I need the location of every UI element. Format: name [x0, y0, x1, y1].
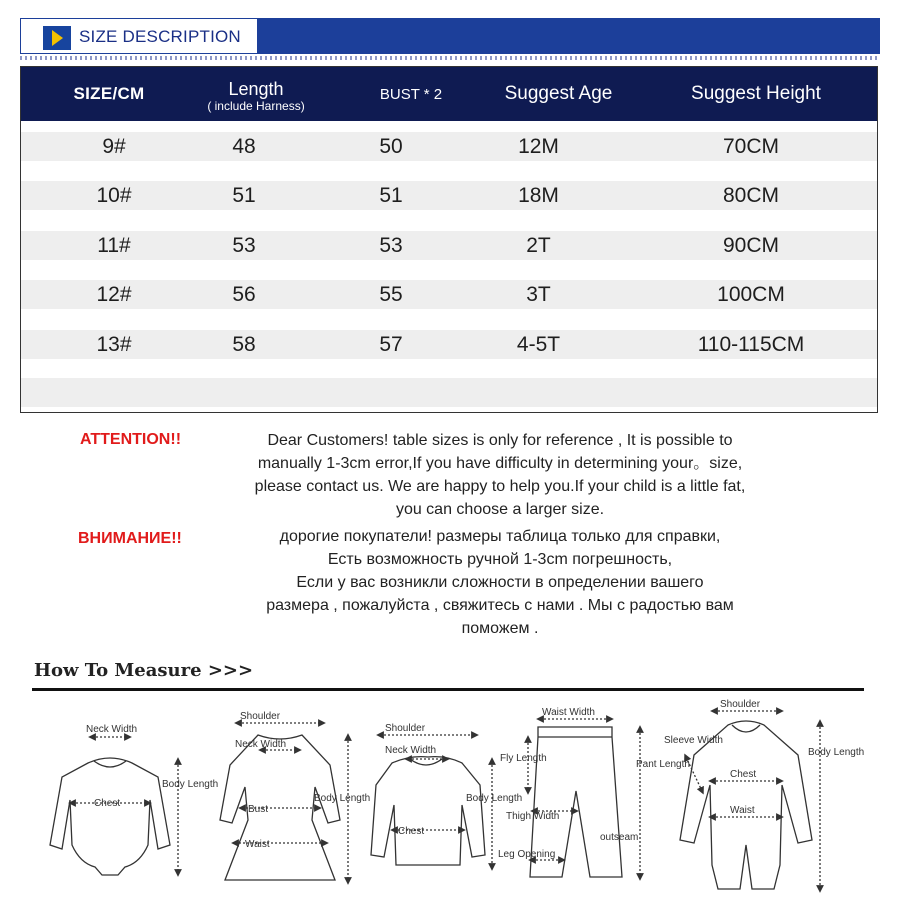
table-row-empty: [21, 378, 877, 407]
label-pant-length: Pant Length: [636, 759, 690, 770]
label-shoulder: Shoulder: [240, 711, 281, 722]
table-row: [21, 181, 877, 210]
section-header: [20, 18, 880, 56]
label-neck-width: Neck Width: [385, 745, 437, 756]
label-sleeve-width: Sleeve Width: [664, 735, 723, 746]
cell-height: 70CM: [722, 135, 780, 158]
label-waist: Waist: [730, 805, 755, 816]
how-to-measure-divider: [32, 688, 864, 691]
cell-height: 90CM: [722, 234, 780, 257]
attention-line-ru: дорогие покупатели! размеры таблица только для справки,: [279, 528, 721, 545]
table-header: [21, 67, 877, 121]
cell-age: 18M: [518, 184, 559, 207]
col-height: Suggest Height: [691, 83, 821, 104]
attention-label: ATTENTION!!: [80, 431, 182, 448]
label-shoulder: Shoulder: [720, 699, 761, 710]
table-row: [21, 231, 877, 260]
label-chest: Chest: [730, 769, 757, 780]
cell-bust: 50: [379, 135, 403, 158]
col-length: [171, 67, 341, 121]
attention-line-ru: поможем .: [461, 620, 539, 637]
attention-line: please contact us. We are happy to help you.If your child is a little fat,: [254, 478, 746, 495]
attention-label-ru: ВНИМАНИЕ!!: [78, 530, 182, 547]
attention-text: [200, 429, 800, 521]
table-row: [21, 132, 877, 161]
play-arrow-icon: [43, 26, 71, 50]
label-body-length: Body Length: [162, 779, 219, 790]
table-row: [21, 330, 877, 359]
label-waist-width: Waist Width: [542, 707, 595, 718]
cell-size: 11#: [97, 234, 131, 257]
cell-size: 13#: [96, 333, 132, 356]
label-chest: Chest: [94, 798, 121, 809]
label-fly-length: Fly Length: [500, 753, 547, 764]
cell-age: 3T: [526, 283, 551, 306]
label-body-length: Body Length: [466, 793, 523, 804]
col-size: SIZE/CM: [73, 84, 145, 103]
label-neck-width: Neck Width: [235, 739, 287, 750]
label-bust: Bust: [248, 804, 269, 815]
label-thigh-width: Thigh Width: [506, 811, 560, 822]
measure-diagrams: [30, 695, 880, 895]
attention-line: Dear Customers! table sizes is only for reference , It is possible to: [267, 432, 733, 449]
cell-size: 10#: [96, 184, 132, 207]
cell-bust: 55: [379, 283, 403, 306]
label-shoulder: Shoulder: [385, 723, 426, 734]
cell-bust: 53: [379, 234, 403, 257]
col-length-label: Length: [228, 79, 284, 99]
section-title: SIZE DESCRIPTION: [79, 27, 241, 46]
cell-size: 9#: [102, 135, 126, 158]
cell-age: 2T: [526, 234, 551, 257]
label-waist: Waist: [245, 839, 270, 850]
attention-line-ru: Есть возможность ручной 1-3cm погрешность,: [327, 551, 673, 568]
cell-length: 48: [232, 135, 256, 158]
size-table: [20, 66, 878, 413]
cell-size: 12#: [96, 283, 132, 306]
cell-bust: 57: [379, 333, 403, 356]
cell-length: 53: [232, 234, 256, 257]
attention-line-ru: Если у вас возникли сложности в определении вашего: [296, 574, 704, 591]
col-bust: BUST * 2: [379, 85, 443, 103]
cell-age: 12M: [518, 135, 559, 158]
label-neck-width: Neck Width: [86, 724, 138, 735]
label-chest: Chest: [398, 826, 425, 837]
label-outseam: outseam: [600, 832, 639, 843]
cell-height: 110-115CM: [697, 333, 805, 356]
header-bar: [258, 18, 880, 54]
label-body-length: Body Length: [808, 747, 865, 758]
header-label-box: [20, 18, 258, 54]
cell-age: 4-5T: [516, 333, 561, 356]
attention-line-ru: размера , пожалуйста , свяжитесь с нами . Мы с радостью вам: [266, 597, 734, 614]
attention-line: manually 1-3cm error,If you have difficulty in determining your。size,: [257, 455, 743, 472]
cell-length: 58: [232, 333, 256, 356]
table-row: [21, 280, 877, 309]
cell-length: 51: [232, 184, 256, 207]
cell-height: 80CM: [722, 184, 780, 207]
label-body-length: Body Length: [314, 793, 371, 804]
col-length-sub: ( include Harness): [207, 99, 305, 113]
attention-text-ru: [200, 525, 800, 640]
label-leg-opening: Leg Opening: [498, 849, 556, 860]
attention-line: you can choose a larger size.: [395, 501, 605, 518]
measure-figures: [30, 695, 880, 895]
header-divider: [20, 56, 880, 60]
cell-length: 56: [232, 283, 256, 306]
how-to-measure-title: How To Measure >>>: [34, 660, 254, 681]
col-age: Suggest Age: [504, 83, 613, 104]
cell-bust: 51: [379, 184, 403, 207]
cell-height: 100CM: [717, 283, 785, 306]
